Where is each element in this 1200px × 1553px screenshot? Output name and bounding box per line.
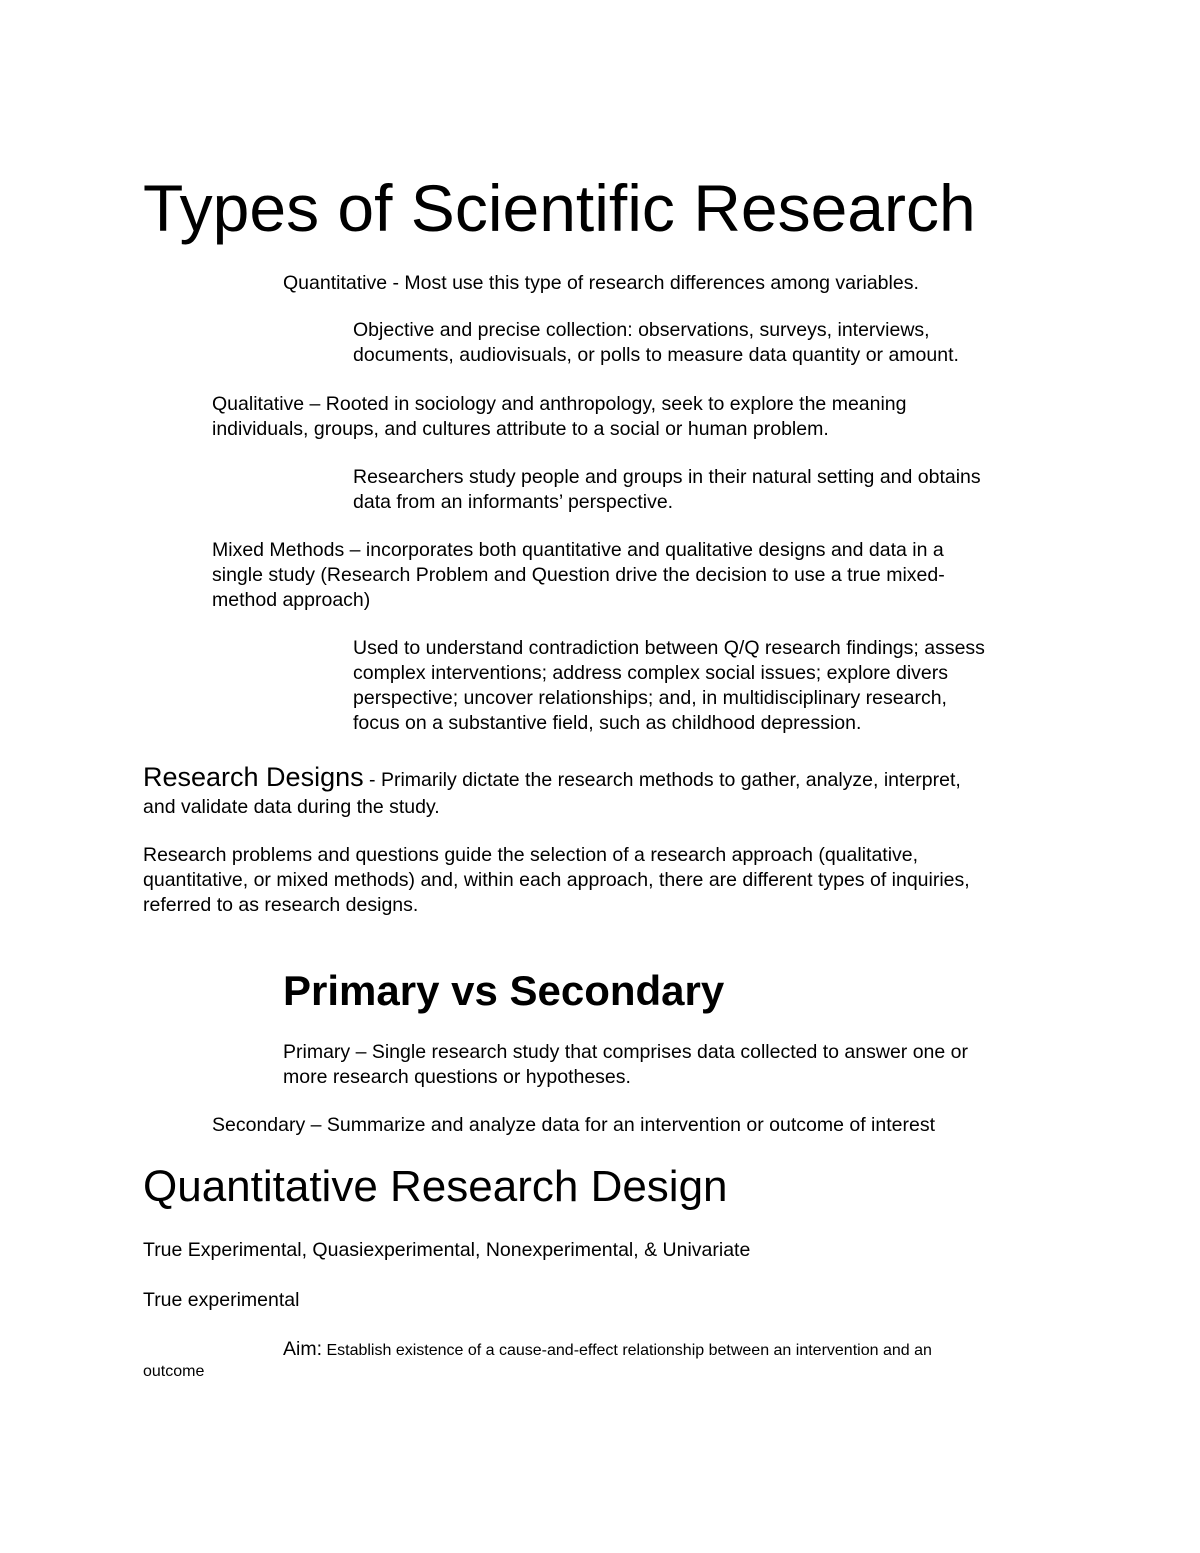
text-line: data from an informants’ perspective.: [353, 491, 674, 513]
text-line: quantitative, or mixed methods) and, within each approach, there are different types of inquiries,: [143, 869, 970, 891]
text-line: Primary – Single research study that comprises data collected to answer one or: [283, 1041, 968, 1063]
secondary-paragraph: Secondary – Summarize and analyze data for an intervention or outcome of interest: [212, 1114, 935, 1136]
research-designs-heading: Research Designs: [143, 762, 364, 792]
qualitative-paragraph: [212, 392, 907, 442]
text-line: Objective and precise collection: observations, surveys, interviews,: [353, 319, 930, 341]
text-line: documents, audiovisuals, or polls to measure data quantity or amount.: [353, 344, 959, 366]
primary-paragraph: [283, 1040, 968, 1090]
text-line: Mixed Methods – incorporates both quantitative and qualitative designs and data in a: [212, 539, 944, 561]
quantitative-detail-paragraph: [353, 318, 959, 368]
text-line: Qualitative – Rooted in sociology and anthropology, seek to explore the meaning: [212, 393, 907, 415]
design-types-paragraph: True Experimental, Quasiexperimental, Nonexperimental, & Univariate: [143, 1239, 751, 1261]
mixed-detail-paragraph: [353, 636, 985, 736]
primary-vs-secondary-heading: Primary vs Secondary: [283, 967, 725, 1014]
research-designs-paragraph: [143, 762, 961, 820]
text-line: single study (Research Problem and Question drive the decision to use a true mixed-: [212, 564, 945, 586]
text-line: [143, 762, 961, 795]
text-line: Researchers study people and groups in their natural setting and obtains: [353, 466, 981, 488]
text-line: more research questions or hypotheses.: [283, 1066, 631, 1088]
mixed-methods-paragraph: [212, 538, 945, 613]
text-line: complex interventions; address complex social issues; explore divers: [353, 662, 949, 684]
qualitative-detail-paragraph: [353, 465, 981, 515]
quantitative-design-heading: Quantitative Research Design: [143, 1162, 728, 1211]
quantitative-paragraph: Quantitative - Most use this type of research differences among variables.: [283, 272, 919, 294]
text-line: individuals, groups, and cultures attribute to a social or human problem.: [212, 418, 829, 440]
text-line: focus on a substantive field, such as childhood depression.: [353, 712, 862, 734]
true-experimental-paragraph: True experimental: [143, 1289, 300, 1311]
text-line: referred to as research designs.: [143, 894, 419, 916]
aim-text: Establish existence of a cause-and-effect relationship between an intervention and an: [322, 1342, 932, 1359]
aim-label: Aim:: [283, 1338, 322, 1360]
text-line: Research problems and questions guide the selection of a research approach (qualitative,: [143, 844, 919, 866]
aim-continuation: outcome: [143, 1363, 205, 1380]
text-line: method approach): [212, 589, 371, 611]
research-designs-text: - Primarily dictate the research methods to gather, analyze, interpret,: [363, 769, 961, 791]
text-line: perspective; uncover relationships; and, in multidisciplinary research,: [353, 687, 947, 709]
document-title: Types of Scientific Research: [143, 171, 976, 245]
text-line: and validate data during the study.: [143, 796, 440, 818]
research-problems-paragraph: [143, 843, 970, 918]
text-line: Used to understand contradiction between Q/Q research findings; assess: [353, 637, 985, 659]
aim-paragraph: [283, 1337, 932, 1363]
